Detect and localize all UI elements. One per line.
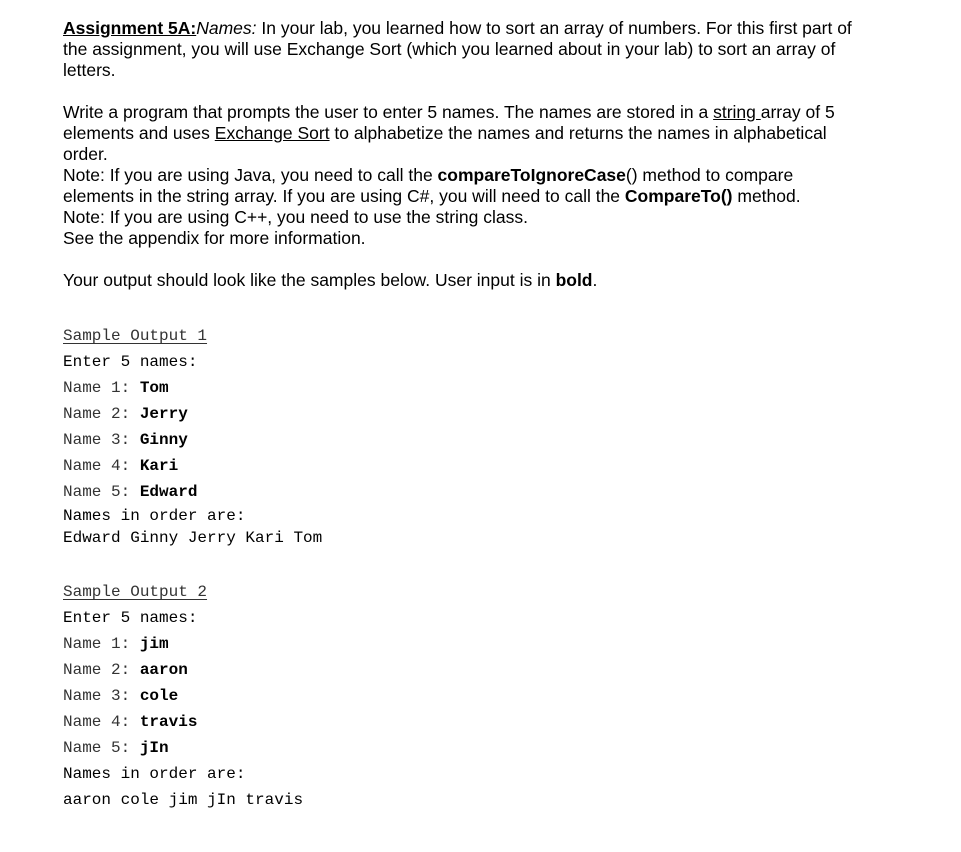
sample-entry [63, 453, 853, 479]
sample-heading: Sample Output 1 [63, 327, 208, 345]
sample-prompt: Enter 5 names: [63, 353, 198, 371]
output-bold-word: bold [555, 270, 593, 290]
sample-entry [63, 735, 853, 761]
sample-result-label: Names in order are: [63, 765, 246, 783]
entry-label: Name 3: [63, 687, 140, 705]
sample-entry [63, 427, 853, 453]
entry-value: jIn [139, 739, 169, 757]
sample-prompt: Enter 5 names: [63, 609, 198, 627]
intro-paragraph [63, 18, 853, 81]
instructions-text-b: array of 5 elements and uses [63, 102, 835, 143]
output-text-b: . [592, 270, 598, 290]
entry-value: Ginny [139, 431, 188, 449]
entry-label: Name 2: [63, 405, 140, 423]
exchange-sort-term: Exchange Sort [214, 123, 330, 143]
sample-entry [63, 401, 853, 427]
sample-entry [63, 657, 853, 683]
entry-value: jim [139, 635, 169, 653]
entry-label: Name 1: [63, 379, 140, 397]
entry-value: aaron [139, 661, 188, 679]
sample-entry [63, 709, 853, 735]
output-text-a: Your output should look like the samples below. User input is in [63, 270, 556, 290]
entry-value: travis [139, 713, 198, 731]
entry-value: cole [139, 687, 179, 705]
sample-heading: Sample Output 2 [63, 583, 208, 601]
java-note-text-a: Note: If you are using Java, you need to call the [63, 165, 438, 185]
entry-label: Name 4: [63, 457, 140, 475]
sample-result: aaron cole jim jIn travis [63, 791, 304, 809]
java-note-text-c: method. [732, 186, 801, 206]
appendix-note: See the appendix for more information. [63, 228, 366, 248]
entry-value: Tom [139, 379, 169, 397]
java-note [63, 165, 853, 207]
entry-label: Name 4: [63, 713, 140, 731]
entry-value: Kari [139, 457, 179, 475]
sample-entry [63, 683, 853, 709]
instructions-paragraph [63, 102, 853, 165]
entry-value: Jerry [139, 405, 188, 423]
entry-label: Name 5: [63, 483, 140, 501]
instructions-text-c: to alphabetize the names and returns the names in alphabetical order. [63, 123, 827, 164]
cpp-note: Note: If you are using C++, you need to use the string class. [63, 207, 528, 227]
string-term: string [713, 102, 761, 122]
assignment-subtitle: Names: [196, 18, 257, 38]
sample-result: Edward Ginny Jerry Kari Tom [63, 529, 323, 547]
entry-label: Name 1: [63, 635, 140, 653]
assignment-text [63, 18, 853, 291]
sample-entry [63, 479, 853, 505]
sample-result-label: Names in order are: [63, 507, 246, 525]
output-instructions [63, 270, 853, 291]
java-method-name: compareToIgnoreCase [437, 165, 626, 185]
assignment-title: Assignment 5A: [63, 18, 197, 38]
intro-text: In your lab, you learned how to sort an array of numbers. For this first part of the assignment, you will use Exchange Sort (which you learned about in your lab) to sort an array of letters. [63, 18, 852, 80]
java-note-text-b: () method to compare elements in the string array. If you are using C#, you will need to call the [63, 165, 794, 206]
entry-value: Edward [139, 483, 198, 501]
sample-output-2 [63, 579, 853, 813]
document-page [63, 18, 853, 813]
sample-entry [63, 375, 853, 401]
entry-label: Name 2: [63, 661, 140, 679]
entry-label: Name 5: [63, 739, 140, 757]
entry-label: Name 3: [63, 431, 140, 449]
csharp-method-name: CompareTo() [624, 186, 733, 206]
sample-entry [63, 631, 853, 657]
sample-output-1 [63, 323, 853, 549]
instructions-text-a: Write a program that prompts the user to enter 5 names. The names are stored in a [63, 102, 714, 122]
